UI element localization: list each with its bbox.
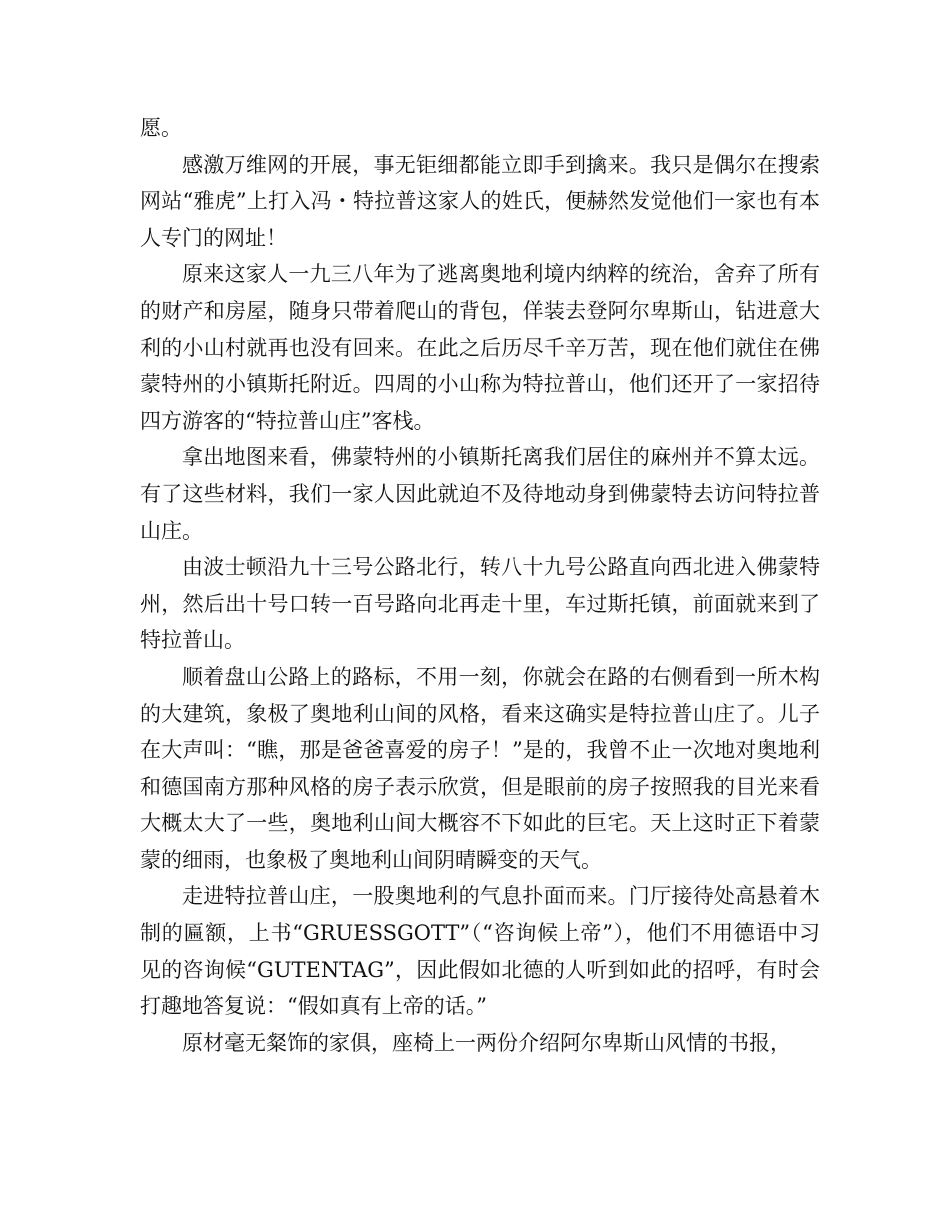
paragraph-7: 走进特拉普山庄，一股奥地利的气息扑面而来。门厅接待处高悬着木制的匾额，上书“GRUESSGOTT”（“咨询候上帝”），他们不用德语中习见的咨询候“GUTENTAG”，因此假如北德的人听到如此的招呼，有时会打趣地答复说：“假如真有上帝的话。” (140, 884, 820, 1019)
article-body (140, 110, 820, 1061)
paragraph-6: 顺着盘山公路上的路标，不用一刻，你就会在路的右侧看到一所木构的大建筑，象极了奥地利山间的风格，看来这确实是特拉普山庄了。儿子在大声叫：“瞧，那是爸爸喜爱的房子！”是的，我曾不止一次地对奥地利和德国南方那种风格的房子表示欣赏，但是眼前的房子按照我的目光来看大概太大了一些，奥地利山间大概容不下如此的巨宅。天上这时正下着蒙蒙的细雨，也象极了奥地利山间阴晴瞬变的天气。 (140, 664, 820, 872)
paragraph-2: 感激万维网的开展，事无钜细都能立即手到擒来。我只是偶尔在搜索网站“雅虎”上打入冯・特拉普这家人的姓氏，便赫然发觉他们一家也有本人专门的网址！ (140, 152, 820, 250)
paragraph-5: 由波士顿沿九十三号公路北行，转八十九号公路直向西北进入佛蒙特州，然后出十号口转一百号路向北再走十里，车过斯托镇，前面就来到了特拉普山。 (140, 555, 820, 653)
paragraph-3: 原来这家人一九三八年为了逃离奥地利境内纳粹的统治，舍弃了所有的财产和房屋，随身只带着爬山的背包，佯装去登阿尔卑斯山，钻进意大利的小山村就再也没有回来。在此之后历尽千辛万苦，现在他们就住在佛蒙特州的小镇斯托附近。四周的小山称为特拉普山，他们还开了一家招待四方游客的“特拉普山庄”客栈。 (140, 262, 820, 433)
paragraph-4: 拿出地图来看，佛蒙特州的小镇斯托离我们居住的麻州并不算太远。有了这些材料，我们一家人因此就迫不及待地动身到佛蒙特去访问特拉普山庄。 (140, 445, 820, 543)
paragraph-8: 原材毫无粲饰的家俱，座椅上一两份介绍阿尔卑斯山风情的书报， (182, 1030, 791, 1055)
paragraph-1: 愿。 (140, 116, 182, 140)
